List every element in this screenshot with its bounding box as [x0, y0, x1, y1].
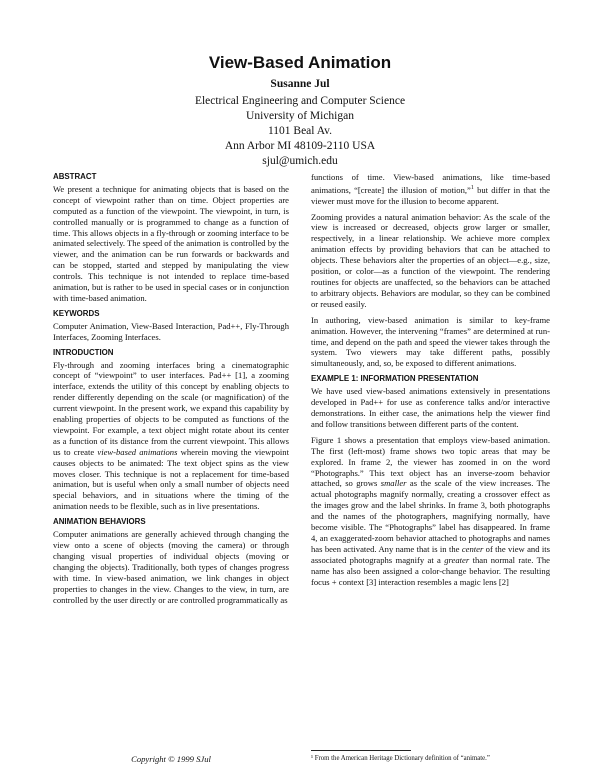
animation-behaviors-paragraph: Computer animations are generally achieved through changing the view onto a scene of objects (moving the camera) or through changing visual properties of individual objects (moving or changing the objects). Traditionally, both types of changes progress with time. In view-based animation, we link changes in object properties to changes in the view. Changes to the view, in turn, are controlled by the user directly or are controlled programmatically as [53, 529, 289, 605]
left-column [53, 172, 289, 610]
example-paragraph: We have used view-based animations extensively in presentations developed in Pad++ for use as conference talks and/or interactive demonstrations. In either case, the animations help the viewer find and follow transitions between different parts of the content. [311, 386, 550, 429]
author-name: Susanne Jul [270, 78, 330, 90]
example-heading: EXAMPLE 1: INFORMATION PRESENTATION [311, 374, 479, 384]
keywords-text: Computer Animation, View-Based Interaction, Pad++, Fly-Through Interfaces, Zooming Interfaces. [53, 320, 289, 342]
abstract-section [53, 172, 289, 304]
introduction-section [53, 348, 289, 513]
paper-title: View-Based Animation [208, 53, 392, 72]
keywords-heading: KEYWORDS [53, 308, 100, 318]
introduction-heading: INTRODUCTION [53, 347, 114, 357]
footnote-marker: 1 [470, 184, 474, 191]
introduction-paragraph: Fly-through and zooming interfaces bring a cinematographic concept of “viewpoint” to user interfaces. Pad++ [1], a zooming interface, extends the utility of this concept by enabling objects to render differently depending on the scale (or magnification) of the current viewpoint. In the present work, we expand this capability by enabling properties of objects to be computed as functions of the viewpoint. For example, a text object might rotate about its center as a function of its distance from the current viewpoint. This allows us to create view-based animations wherein moving the viewpoint causes objects to be animated: The text object spins as the view moves closer. This technique is not a replacement for time-based animation, but is useful when only a small number of objects need special behaviors, and in situations where the timing of the animation needs to be flexible, such as in live presentations. [53, 359, 289, 512]
right-column [311, 172, 550, 592]
animation-behaviors-heading: ANIMATION BEHAVIORS [53, 517, 146, 527]
footnote-text: ¹ From the American Heritage Dictionary definition of “animate.” [311, 755, 490, 762]
zooming-paragraph: Zooming provides a natural animation behavior: As the scale of the view is increased or decreased, objects grow larger or smaller, respectively, in a linear relationship. We achieve more complex animation effects by providing behaviors that can be attached to objects. These behaviors alter the properties of an object—e.g., size, position, or color—as a function of the viewpoint. The rendering routines for objects are unaffected, so the behaviors can be attached to arbitrary objects. Behaviors are modular, so they can be combined or reused easily. [311, 211, 550, 309]
affiliation-university: University of Michigan [246, 110, 354, 122]
copyright-notice: Copyright © 1999 SJul [131, 754, 211, 764]
animation-behaviors-section [53, 517, 289, 605]
footnote-divider [311, 750, 411, 751]
authoring-paragraph: In authoring, view-based animation is similar to key-frame animation. However, the intervening “frames” are determined at run-time, and depend on the path and speed the viewer takes through the system. Two viewers may take different paths, possibly simultaneously, and, so, be exposed to different animations. [311, 314, 550, 369]
figure-1-paragraph: Figure 1 shows a presentation that employs view-based animation. The first (left-most) frame shows two topic areas that may be explored. In frame 2, the viewer has zoomed in on the word “Photographs.” This text object has an inverse-zoom behavior attached, so grows smaller as the scale of the view increases. The actual photographs magnify normally, creating a crossover effect as the images grow and the label shrinks. In frame 3, both photographs and the names of the photographers, magnifying normally, have become visible. The “Photographs” label has disappeared. In frame 4, an exaggerated-zoom behavior attached to photographs and names has been activated. Any name that is in the center of the view and its associated photographs magnify at a greater than normal rate. The name has also been assigned a color-change behavior. The resulting focus + context [3] interaction resembles a magic lens [2] [311, 434, 551, 587]
affiliation-street: 1101 Beal Av. [267, 125, 333, 137]
affiliation-city: Ann Arbor MI 48109-2110 USA [224, 140, 376, 152]
abstract-text: We present a technique for animating objects that is based on the concept of viewpoint rather than on time. Object properties are computed as a function of the viewpoint. The viewpoint, in turn, is controlled manually or is programmed to change as a function of time. This allows objects in a fly-through or zooming interface to be animated selectively. The speed of the animation is controlled by the viewer, and the animation can be run forwards or backwards and can be stopped, started and stepped by manipulating the view controls. This technique is not intended to replace time-based animation, but is rather to be used in special cases or in conjunction with time-based animation. [53, 183, 289, 303]
abstract-heading: ABSTRACT [53, 172, 97, 181]
affiliation-department: Electrical Engineering and Computer Science [194, 95, 406, 107]
keywords-section [53, 309, 289, 343]
author-email: sjul@umich.edu [262, 155, 338, 167]
functions-of-time-paragraph: functions of time. View-based animations, like time-based animations, “[create] the illusion of motion,”$^1$ but differ in that the viewer must move for the illusion to become apparent. [311, 172, 550, 206]
emphasis-view-based-animations: view-based animations [97, 446, 178, 457]
example-section [311, 374, 550, 430]
